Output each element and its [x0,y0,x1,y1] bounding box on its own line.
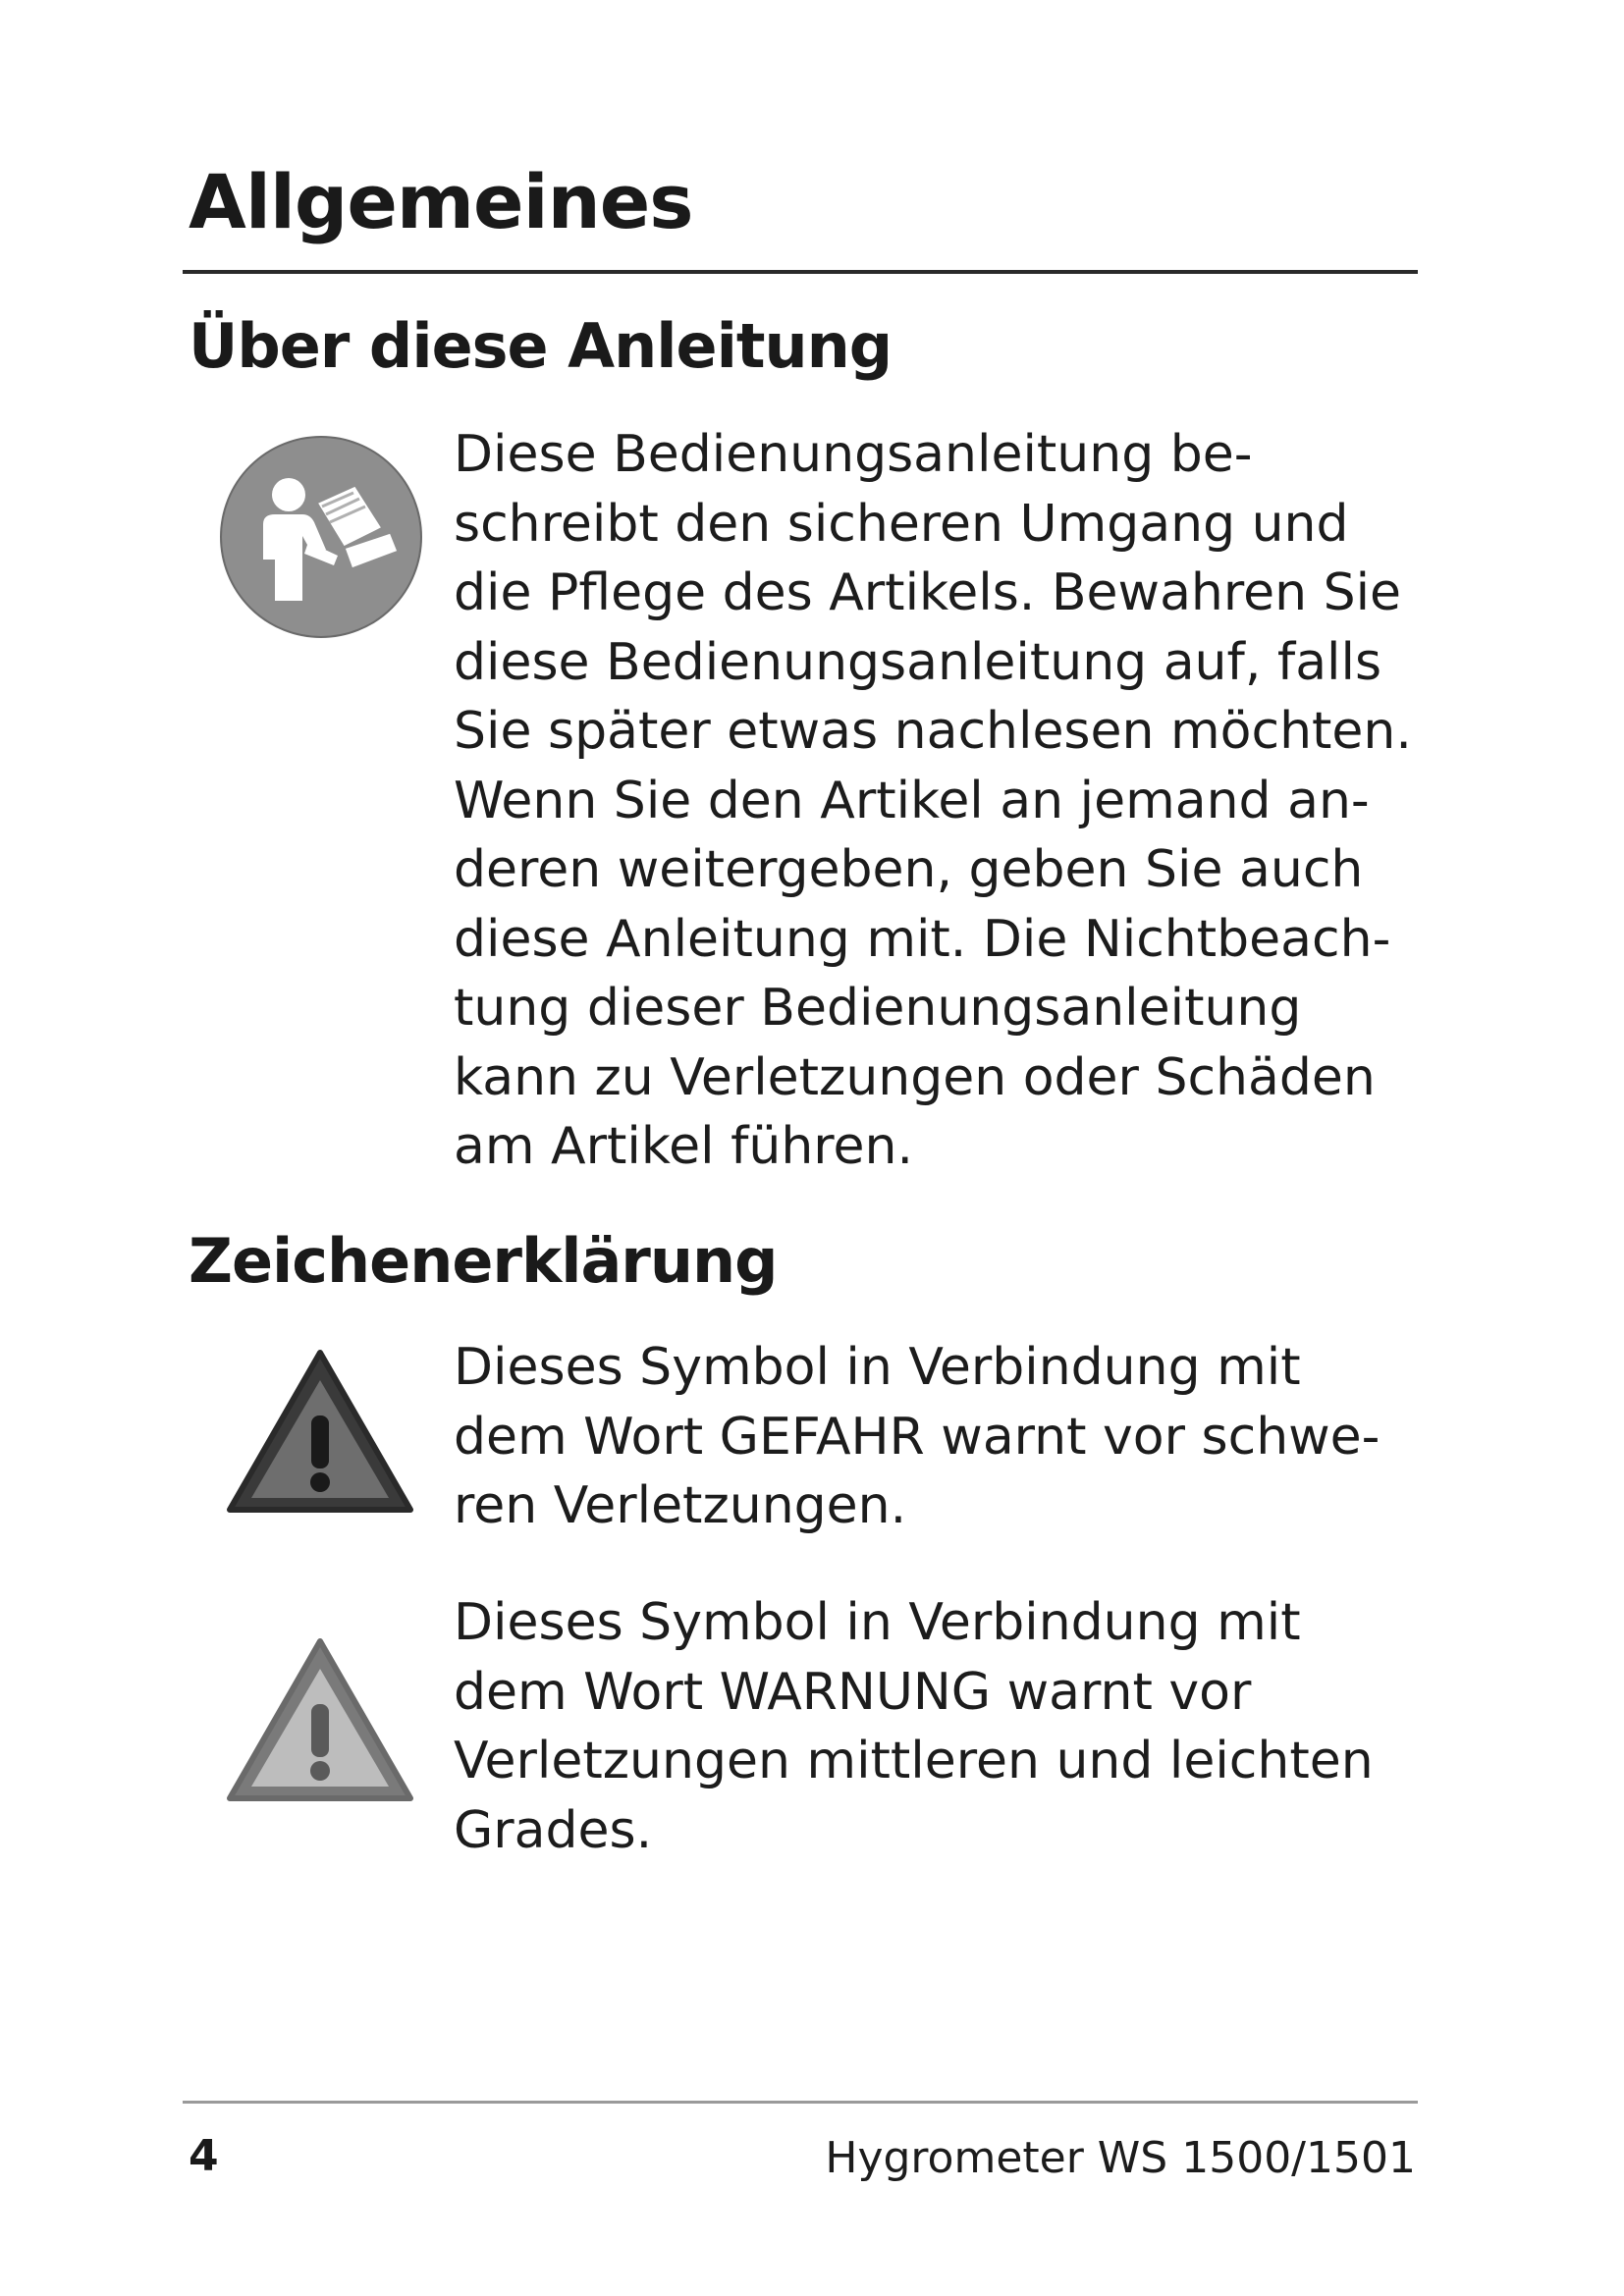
text-line: diese Bedienungsanleitung auf, falls [454,632,1382,692]
text-line: die Pflege des Artikels. Bewahren Sie [454,563,1402,622]
text-line: am Artikel führen. [454,1117,913,1176]
text-line: Wenn Sie den Artikel an jemand an- [454,771,1370,830]
page-heading: Allgemeines [189,158,693,245]
text-line: Grades. [454,1800,653,1860]
danger-warning-triangle-icon [224,1345,416,1520]
text-line: dem Wort WARNUNG warnt vor [454,1662,1252,1722]
page-number: 4 [189,2131,219,2181]
text-line: schreibt den sicheren Umgang und [454,494,1349,554]
text-line: deren weitergeben, geben Sie auch [454,840,1364,899]
read-manual-icon [218,434,424,640]
text-line: diese Anleitung mit. Die Nichtbeach- [454,909,1391,969]
warning-triangle-icon [224,1633,416,1808]
text-line: Dieses Symbol in Verbindung mit [454,1338,1301,1397]
text-line: Verletzungen mittleren und leichten [454,1732,1374,1790]
text-line: Diese Bedienungsanleitung be- [454,425,1253,484]
text-line: Dieses Symbol in Verbindung mit [454,1593,1301,1652]
text-line: Sie später etwas nachlesen möchten. [454,702,1412,761]
footer-product-name: Hygrometer WS 1500/1501 [825,2133,1416,2183]
section-title-about-manual: Über diese Anleitung [189,310,893,382]
about-manual-text [454,420,1412,1182]
text-line: kann zu Verletzungen oder Schäden [454,1047,1376,1107]
heading-divider [183,270,1418,274]
warning-symbol-text [454,1588,1396,1865]
section-title-symbol-legend: Zeichenerklärung [189,1225,778,1297]
text-line: ren Verletzungen. [454,1476,907,1535]
text-line: dem Wort GEFAHR warnt vor schwe- [454,1407,1380,1467]
footer-divider [183,2101,1418,2104]
danger-symbol-text [454,1333,1396,1541]
text-line: tung dieser Bedienungsanleitung [454,979,1302,1038]
